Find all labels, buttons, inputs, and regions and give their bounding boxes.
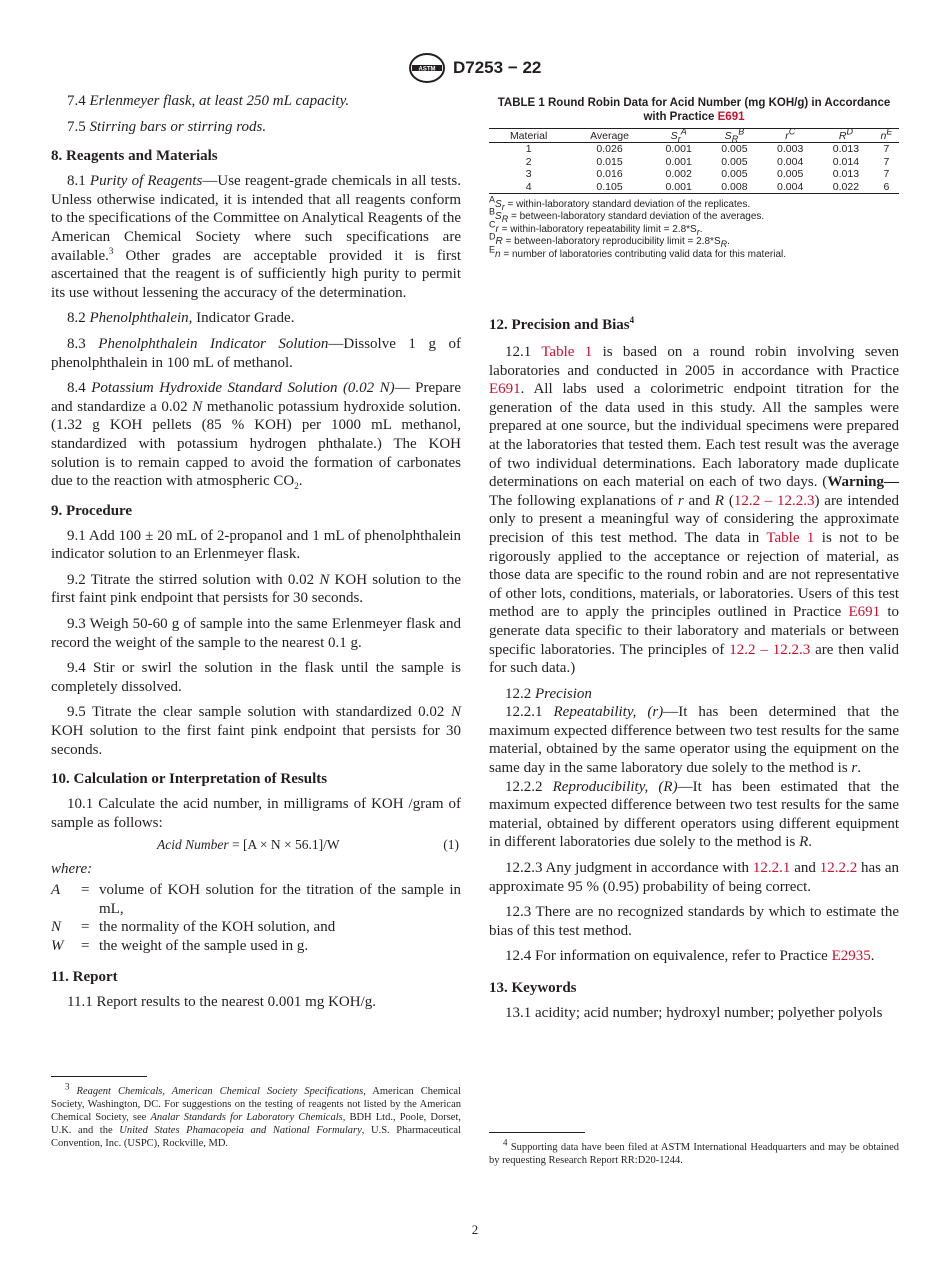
- round-robin-table: [489, 128, 899, 194]
- page-header: [408, 52, 568, 84]
- section-12-1: 12.1 Table 1 is based on a round robin involving seven laboratories and conducted in 2005 in accordance with Practice E691. All labs used a colorimetric endpoint titration for the generation of the data used in this study. All the samples were prepared at one source, but the individual specimens were prepared at the laboratories that tested them. Each test result was the average of two individual determinations. Each laboratory made duplicate determinations on each material on each of two days. (Warning—The following explanations of r and R (12.2 – 12.2.3) are intended only to present a meaningful way of considering the approximate precision of this test method. The data in Table 1 is not to be rigorously applied to the acceptance or rejection of material, as those data are specific to the round robin and are not representative of other lots, conditions, materials, or laboratories. Users of this test method are to apply the principles outlined in Practice E691 to generate data specific to their laboratory and materials or between specific laboratories. The principles of 12.2 – 12.2.3 are then valid for such data.): [489, 344, 899, 677]
- table-note-d: $^D$R = between-laboratory reproducibility limit = $2.8*S_R$.: [489, 231, 730, 250]
- table-cell: 0.005: [721, 168, 748, 180]
- table-row: [489, 168, 899, 181]
- footnote-rule: [51, 1076, 147, 1077]
- e691-link[interactable]: E691: [848, 604, 881, 621]
- footnote-4: $^4$ Supporting data have been filed at ASTM International Headquarters and may be obtained by requesting Research Report RR:D20-1244.: [489, 1137, 899, 1166]
- table-cell: 6: [874, 181, 899, 194]
- e691-link[interactable]: E691: [489, 381, 521, 398]
- section-8-3: 8.3 Phenolphthalein Indicator Solution—Dissolve 1 g of phenolphthalein in 100 mL of methanol.: [51, 335, 462, 371]
- table-cell: 1: [525, 143, 532, 155]
- section-11-1: 11.1 Report results to the nearest 0.001 mg KOH/g.: [67, 994, 376, 1011]
- section-12-2-2-link[interactable]: 12.2.2: [819, 860, 858, 877]
- section-12-2: 12.2 Precision: [505, 685, 592, 702]
- table-1: [489, 96, 899, 261]
- table-1-e691-link[interactable]: E691: [717, 111, 745, 123]
- section-10-heading: 10. Calculation or Interpretation of Results: [51, 771, 328, 788]
- column-header-sr-between: $S_R^B$: [707, 129, 763, 143]
- table-cell: 0.001: [651, 181, 707, 194]
- table-note-e: $^E$n = number of laboratories contributing valid data for this material.: [489, 244, 787, 260]
- section-8-2: 8.2 Phenolphthalein, Indicator Grade.: [67, 310, 295, 327]
- section-12-2-3: 12.2.3 Any judgment in accordance with 12.2.1 and 12.2.2 has an approximate 95 % (0.95) probability of being correct.: [489, 860, 899, 895]
- footnote-3: $^3$ Reagent Chemicals, American Chemical Society Specifications, American Chemical Society, Washington, DC. For suggestions on the testing of reagents not listed by the American Chemical Society, see Analar Standards for Laboratory Chemicals, BDH Ltd., Poole, Dorset, U.K. and the United States Phamacopeia and National Formulary, U.S. Pharmaceutical Convention, Inc. (USPC), Rockville, MD.: [51, 1081, 461, 1149]
- section-7-5: 7.5 Stirring bars or stirring rods.: [67, 118, 267, 135]
- column-header-material: Material: [489, 129, 568, 143]
- e2935-link[interactable]: E2935: [831, 948, 871, 965]
- section-12-2-range-link[interactable]: 12.2 – 12.2.3: [733, 492, 815, 509]
- section-9-4: 9.4 Stir or swirl the solution in the flask until the sample is completely dissolved.: [51, 660, 461, 695]
- table-cell: 0.026: [596, 143, 623, 155]
- section-9-2: 9.2 Titrate the stirred solution with 0.02 N KOH solution to the first faint pink endpoint that persists for 30 seconds.: [51, 571, 461, 607]
- section-12-2-range-link[interactable]: 12.2 – 12.2.3: [729, 641, 811, 658]
- column-header-r: $r^C$: [762, 129, 818, 143]
- table-cell: 0.005: [721, 155, 748, 168]
- section-12-2-1: 12.2.1 Repeatability, (r)—It has been determined that the maximum expected difference between two test results for the same material, obtained by the same operator using the equipment on the same day in the same laboratory due solely to the method is r.: [489, 704, 899, 777]
- footnote-rule: [489, 1132, 585, 1133]
- table-cell: 3: [525, 168, 532, 180]
- document-designation: D7253 − 22: [453, 58, 542, 77]
- astm-logo-icon: [408, 52, 446, 84]
- table-note-c: $^C$r = within-laboratory repeatability limit = $2.8*S_r$.: [489, 219, 703, 237]
- section-9-1: 9.1 Add 100 ± 20 mL of 2-propanol and 1 mL of phenolphthalein indicator solution to an Erlenmeyer flask.: [51, 527, 461, 563]
- variable-definitions: [51, 881, 461, 955]
- footnote-ref-4[interactable]: 4: [629, 315, 635, 325]
- table-cell: 0.014: [832, 155, 860, 168]
- section-8-heading: 8. Reagents and Materials: [51, 148, 218, 165]
- table-1-link[interactable]: Table 1: [766, 529, 815, 546]
- table-cell: 7: [883, 168, 890, 180]
- table-cell: 0.001: [665, 143, 692, 155]
- footnote-area-right: [489, 1132, 899, 1167]
- section-8-4: 8.4 Potassium Hydroxide Standard Solution (0.02 N)— Prepare and standardize a 0.02 N methanolic potassium hydroxide solution. (1.32 g KOH pellets (85 % KOH) per 1000 mL methanol, standardized with potassium hydrogen phthalate.) The KOH solution is to remain capped to avoid the formation of carbonates due to the reaction with atmospheric $CO_2$.: [51, 380, 461, 492]
- table-cell: 0.105: [568, 181, 651, 194]
- section-12-heading: 12. Precision and Bias$^4$: [489, 315, 635, 333]
- section-12-2-1-link[interactable]: 12.2.1: [752, 860, 791, 877]
- table-cell: 0.005: [721, 143, 748, 155]
- table-cell: 0.005: [777, 168, 804, 180]
- section-10-1: 10.1 Calculate the acid number, in milligrams of KOH /gram of sample as follows:: [51, 796, 461, 831]
- table-1-title: TABLE 1 Round Robin Data for Acid Number (mg KOH/g) in Accordance with Practice E691: [497, 97, 891, 123]
- section-8-1: 8.1 Purity of Reagents—Use reagent-grade chemicals in all tests. Unless otherwise indicated, it is intended that all reagents conform to the specifications of the Committee on Analytical Reagents of the American Chemical Society where such specifications are available.$^3$ Other grades are acceptable provided it is first ascertained that the reagent is of sufficiently high purity to permit its use without lessening the accuracy of the determination.: [51, 173, 461, 301]
- definition-row: A = volume of KOH solution for the titration of the sample in mL,: [51, 882, 461, 917]
- table-cell: 0.022: [818, 181, 874, 194]
- table-cell: 0.004: [762, 181, 818, 194]
- table-1-notes: [489, 194, 899, 261]
- table-cell: 7: [883, 155, 890, 168]
- table-cell: 0.016: [596, 168, 623, 180]
- section-9-5: 9.5 Titrate the clear sample solution with standardized 0.02 N KOH solution to the first faint pink endpoint that persists for 30 seconds.: [51, 704, 462, 758]
- table-row: [489, 156, 899, 169]
- table-header-row: [489, 129, 899, 143]
- table-cell: 0.013: [832, 143, 860, 155]
- definition-row: N = the normality of the KOH solution, and: [51, 919, 336, 936]
- table-cell: 0.001: [665, 155, 692, 168]
- table-cell: 0.002: [665, 168, 692, 180]
- section-12-3: 12.3 There are no recognized standards by which to estimate the bias of this test method.: [489, 904, 899, 939]
- equation-1: Acid Number = [A × N × 56.1]/W (1): [157, 837, 459, 853]
- section-13-heading: 13. Keywords: [489, 980, 577, 996]
- table-1-link[interactable]: Table 1: [541, 344, 593, 360]
- footnote-ref-3[interactable]: 3: [108, 245, 114, 256]
- section-9-3: 9.3 Weigh 50-60 g of sample into the same Erlenmeyer flask and record the weight of the sample to the nearest 0.1 g.: [51, 616, 461, 651]
- column-header-r-between: $R^D$: [818, 129, 874, 143]
- right-column: [489, 316, 899, 1023]
- table-row: [489, 143, 899, 156]
- table-note-a: $^AS_r$ = within-laboratory standard deviation of the replicates.: [489, 194, 751, 212]
- table-cell: 2: [525, 155, 532, 168]
- section-7-4: 7.4 Erlenmeyer flask, at least 250 mL capacity.: [67, 93, 350, 109]
- table-cell: 0.013: [832, 168, 860, 180]
- where-label: where:: [51, 861, 93, 878]
- astm-logo-text: ASTM: [418, 66, 436, 73]
- column-header-average: Average: [568, 129, 651, 143]
- page-number: 2: [471, 1222, 479, 1237]
- column-header-n: $n^E$: [874, 129, 899, 143]
- table-cell: 0.015: [596, 155, 623, 168]
- table-cell: 4: [489, 181, 568, 194]
- left-column: [51, 92, 461, 1012]
- column-header-sr: $S_r^A$: [651, 129, 707, 143]
- definition-row: W = the weight of the sample used in g.: [51, 937, 309, 954]
- footnote-area-left: [51, 1076, 461, 1150]
- section-13-1: 13.1 acidity; acid number; hydroxyl number; polyether polyols: [505, 1005, 883, 1021]
- table-cell: 0.003: [777, 143, 804, 155]
- table-row: [489, 181, 899, 194]
- table-cell: 0.004: [777, 155, 804, 168]
- section-12-4: 12.4 For information on equivalence, refer to Practice E2935.: [505, 948, 875, 965]
- section-9-heading: 9. Procedure: [51, 502, 133, 519]
- section-11-heading: 11. Report: [51, 969, 118, 986]
- table-note-b: $^BS_R$ = between-laboratory standard deviation of the averages.: [489, 207, 765, 225]
- section-12-2-2: 12.2.2 Reproducibility, (R)—It has been estimated that the maximum expected difference between two test results for the same material, obtained by different operators using different equipment in different laboratories due solely to the method is R.: [489, 778, 899, 851]
- table-cell: 0.008: [707, 181, 763, 194]
- table-cell: 7: [883, 143, 890, 155]
